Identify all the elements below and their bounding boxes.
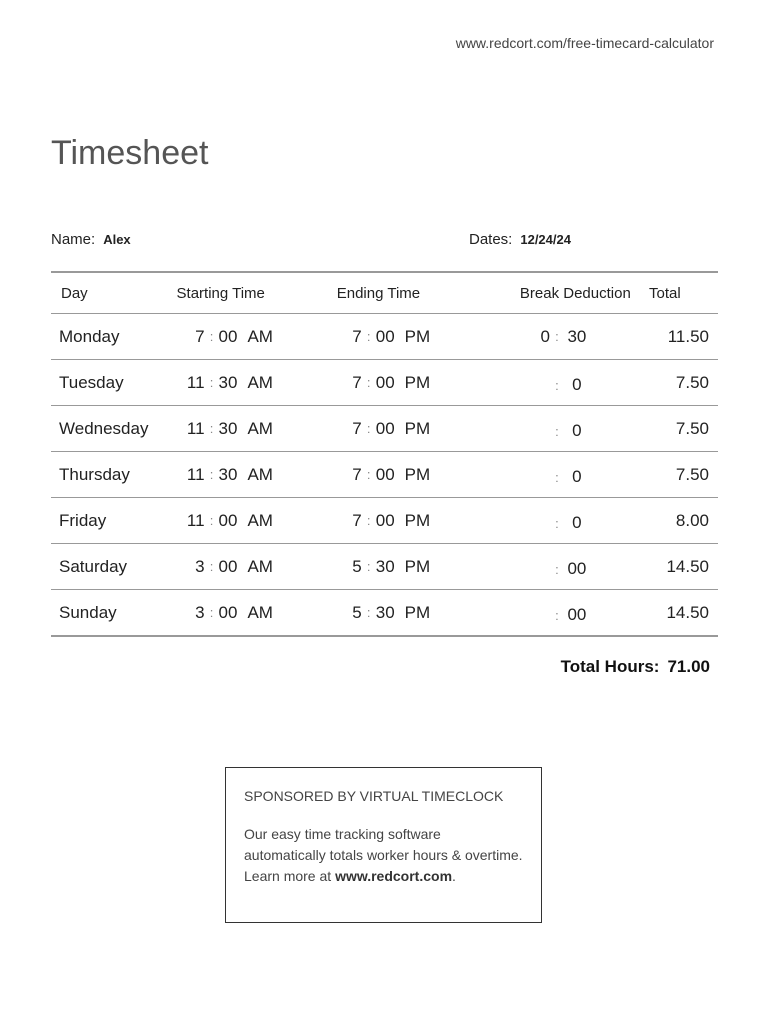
- break-deduction-separator: :: [555, 515, 559, 531]
- start-time-value: [179, 557, 273, 577]
- end-time-ampm: PM: [404, 418, 431, 438]
- break-deduction: [474, 590, 649, 637]
- timesheet-table: [51, 271, 718, 637]
- break-deduction-value: [536, 421, 590, 441]
- total-hours: [561, 657, 710, 677]
- start-time-value: [179, 419, 273, 439]
- start-time-separator: :: [209, 559, 214, 574]
- break-deduction: [474, 314, 649, 360]
- row-total: 11.50: [649, 314, 718, 360]
- table-row: [51, 452, 718, 498]
- row-total: 8.00: [649, 498, 718, 544]
- start-time-separator: :: [209, 421, 214, 436]
- day-cell: Monday: [51, 314, 169, 360]
- day-cell: Friday: [51, 498, 169, 544]
- day-cell: Tuesday: [51, 360, 169, 406]
- start-time-ampm: AM: [247, 372, 273, 392]
- end-time-value: [350, 327, 430, 347]
- end-time-separator: :: [366, 329, 371, 344]
- start-time-separator: :: [209, 375, 214, 390]
- start-time-minute: 00: [218, 510, 238, 530]
- column-header-starting-time: Starting Time: [176, 284, 265, 302]
- end-time-ampm: PM: [404, 326, 431, 346]
- dates-label: Dates:: [469, 231, 513, 248]
- start-time-ampm: AM: [247, 464, 273, 484]
- break-deduction-separator: :: [555, 377, 559, 393]
- end-time-separator: :: [366, 375, 371, 390]
- end-time-separator: :: [366, 605, 371, 620]
- break-deduction: [474, 452, 649, 498]
- break-deduction-minute: 0: [572, 421, 582, 440]
- end-time: [315, 544, 474, 590]
- break-deduction: [474, 360, 649, 406]
- end-time: [315, 406, 474, 452]
- day-cell: Saturday: [51, 544, 169, 590]
- start-time-ampm: AM: [247, 556, 273, 576]
- table-header-row: [51, 272, 718, 314]
- end-time-value: [350, 419, 430, 439]
- row-total: 7.50: [649, 360, 718, 406]
- start-time-minute: 00: [218, 556, 238, 576]
- end-time-separator: :: [366, 421, 371, 436]
- break-deduction-minute: 0: [572, 375, 582, 394]
- start-time-ampm: AM: [247, 418, 273, 438]
- end-time-ampm: PM: [404, 510, 431, 530]
- end-time-ampm: PM: [404, 602, 431, 622]
- break-deduction-value: [536, 375, 590, 395]
- end-time-hour: 7: [352, 372, 362, 392]
- break-deduction-value: [536, 513, 590, 533]
- sponsor-heading: SPONSORED BY VIRTUAL TIMECLOCK: [244, 788, 504, 804]
- start-time: [169, 544, 315, 590]
- table-row: [51, 360, 718, 406]
- end-time-minute: 00: [375, 372, 395, 392]
- break-deduction-minute: 0: [572, 513, 582, 532]
- end-time-value: [350, 511, 430, 531]
- end-time-minute: 00: [375, 464, 395, 484]
- table-row: [51, 544, 718, 590]
- start-time-ampm: AM: [247, 326, 273, 346]
- start-time-value: [179, 373, 273, 393]
- end-time-minute: 00: [375, 510, 395, 530]
- end-time: [315, 360, 474, 406]
- total-hours-label: Total Hours:: [560, 657, 660, 676]
- table-row: [51, 406, 718, 452]
- break-deduction-separator: :: [555, 423, 559, 439]
- end-time-separator: :: [366, 467, 371, 482]
- end-time-ampm: PM: [404, 464, 431, 484]
- page-title: Timesheet: [51, 134, 209, 172]
- start-time: [169, 498, 315, 544]
- table-row: [51, 498, 718, 544]
- break-deduction-minute: 00: [567, 559, 587, 578]
- start-time-separator: :: [209, 605, 214, 620]
- start-time-minute: 30: [218, 464, 238, 484]
- start-time-separator: :: [209, 467, 214, 482]
- column-header-break-deduction: Break Deduction: [519, 284, 631, 302]
- table-row: [51, 314, 718, 360]
- end-time-value: [350, 603, 430, 623]
- end-time-minute: 00: [375, 418, 395, 438]
- end-time-minute: 30: [375, 556, 395, 576]
- start-time: [169, 360, 315, 406]
- day-cell: Sunday: [51, 590, 169, 637]
- end-time-separator: :: [366, 513, 371, 528]
- sponsor-link[interactable]: www.redcort.com: [335, 868, 453, 884]
- end-time-hour: 5: [352, 556, 362, 576]
- end-time-hour: 7: [352, 326, 362, 346]
- break-deduction-minute: 00: [567, 605, 587, 624]
- start-time-hour: 11: [186, 372, 205, 392]
- column-header-total: Total: [649, 284, 681, 302]
- break-deduction-separator: :: [555, 469, 559, 485]
- start-time-hour: 11: [186, 418, 205, 438]
- total-hours-value: 71.00: [667, 657, 710, 676]
- break-deduction-value: [536, 605, 590, 625]
- break-deduction-hour: 0: [540, 326, 550, 346]
- sponsor-text-end: .: [452, 868, 456, 884]
- start-time-hour: 11: [186, 510, 205, 530]
- start-time-value: [179, 327, 273, 347]
- start-time: [169, 590, 315, 637]
- start-time-ampm: AM: [247, 510, 273, 530]
- name-field: [51, 231, 131, 248]
- start-time-value: [179, 603, 273, 623]
- break-deduction-value: [536, 559, 590, 579]
- end-time: [315, 314, 474, 360]
- start-time-separator: :: [209, 513, 214, 528]
- start-time: [169, 406, 315, 452]
- end-time-hour: 7: [352, 510, 362, 530]
- end-time-ampm: PM: [404, 556, 431, 576]
- end-time: [315, 452, 474, 498]
- start-time-hour: 7: [195, 326, 205, 346]
- start-time-value: [179, 465, 273, 485]
- start-time-minute: 00: [218, 326, 238, 346]
- sponsor-text-body: Our easy time tracking software automatically totals worker hours & overtime. Learn more at: [244, 826, 523, 884]
- break-deduction: [474, 544, 649, 590]
- break-deduction-separator: :: [555, 329, 559, 344]
- end-time-value: [350, 465, 430, 485]
- end-time-hour: 5: [352, 602, 362, 622]
- start-time: [169, 452, 315, 498]
- end-time-value: [350, 557, 430, 577]
- start-time-hour: 3: [195, 556, 205, 576]
- end-time-minute: 30: [375, 602, 395, 622]
- day-cell: Thursday: [51, 452, 169, 498]
- end-time-separator: :: [366, 559, 371, 574]
- table-row: [51, 590, 718, 637]
- source-url: www.redcort.com/free-timecard-calculator: [455, 35, 714, 51]
- start-time-minute: 00: [218, 602, 238, 622]
- day-cell: Wednesday: [51, 406, 169, 452]
- end-time-ampm: PM: [404, 372, 431, 392]
- start-time-minute: 30: [218, 372, 238, 392]
- sponsor-text: [244, 824, 523, 887]
- start-time-hour: 11: [186, 464, 205, 484]
- row-total: 14.50: [649, 544, 718, 590]
- break-deduction-separator: :: [555, 607, 559, 623]
- dates-field: [469, 231, 571, 248]
- name-value: Alex: [103, 232, 131, 247]
- row-total: 7.50: [649, 452, 718, 498]
- start-time-minute: 30: [218, 418, 238, 438]
- end-time: [315, 590, 474, 637]
- column-header-ending-time: Ending Time: [336, 284, 421, 302]
- break-deduction-value: [536, 327, 590, 347]
- break-deduction: [474, 498, 649, 544]
- break-deduction-minute: 30: [567, 326, 587, 346]
- break-deduction-separator: :: [555, 561, 559, 577]
- end-time-minute: 00: [375, 326, 395, 346]
- break-deduction: [474, 406, 649, 452]
- column-header-day: Day: [61, 284, 88, 302]
- start-time: [169, 314, 315, 360]
- row-total: 14.50: [649, 590, 718, 637]
- end-time-hour: 7: [352, 418, 362, 438]
- name-label: Name:: [51, 231, 96, 248]
- end-time-hour: 7: [352, 464, 362, 484]
- start-time-ampm: AM: [247, 602, 273, 622]
- end-time: [315, 498, 474, 544]
- sponsor-box: [225, 767, 542, 923]
- end-time-value: [350, 373, 430, 393]
- dates-value: 12/24/24: [520, 232, 571, 247]
- row-total: 7.50: [649, 406, 718, 452]
- start-time-hour: 3: [195, 602, 205, 622]
- start-time-value: [179, 511, 273, 531]
- start-time-separator: :: [209, 329, 214, 344]
- break-deduction-minute: 0: [572, 467, 582, 486]
- break-deduction-value: [536, 467, 590, 487]
